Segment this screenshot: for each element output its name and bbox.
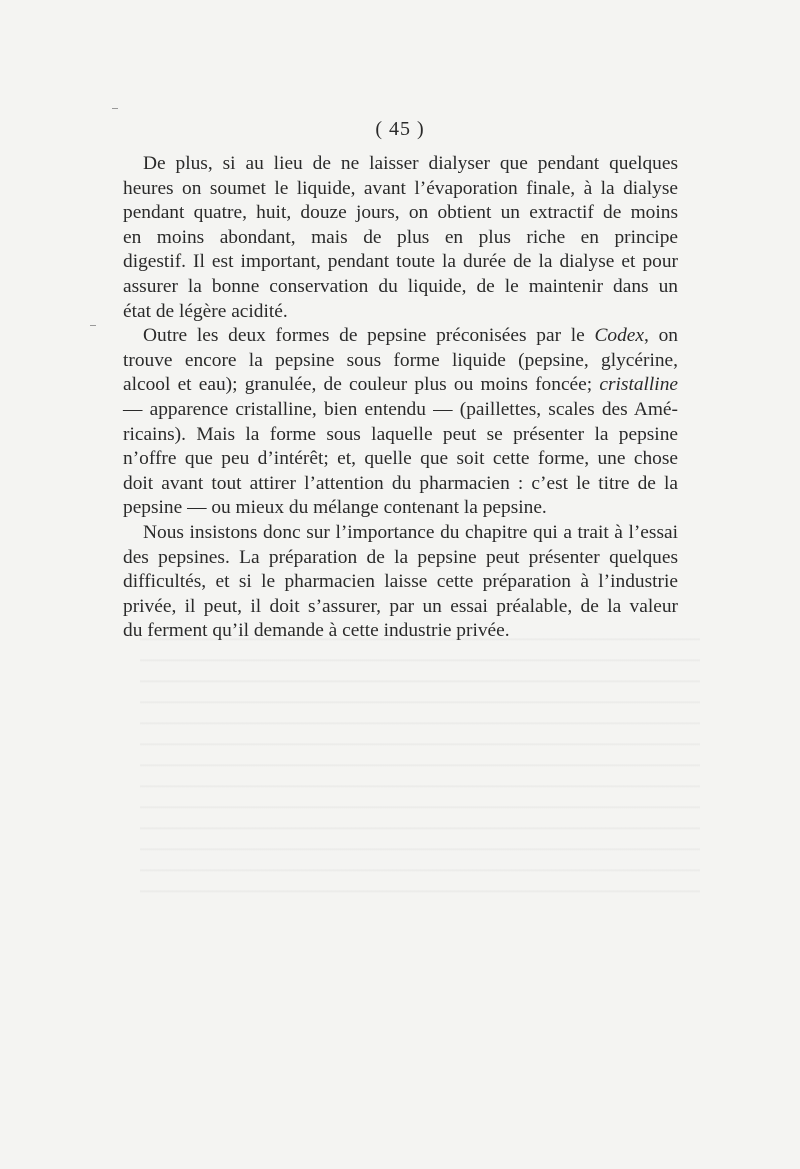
paragraph-1-line-5: digestif. Il est important, pendant toute la durée de la dialyse et pour <box>123 251 678 273</box>
paragraph-2-line-4: — apparence cristalline, bien entendu — (paillettes, scales des Amé- <box>123 398 678 420</box>
margin-mark-top-left <box>112 108 118 109</box>
paragraph-2-line-8: pepsine — ou mieux du mélange contenant la pepsine. <box>123 497 547 519</box>
paragraph-3-line-5: du ferment qu’il demande à cette industrie privée. <box>123 620 510 642</box>
paragraph-2-line-1 <box>123 324 678 349</box>
paragraph-3-line-3: difficultés, et si le pharmacien laisse cette préparation à l’industrie <box>123 571 678 593</box>
paragraph-1-line-4: en moins abondant, mais de plus en plus riche en principe <box>123 226 678 248</box>
paragraph-2-line-7: doit avant tout attirer l’attention du pharmacien : c’est le titre de la <box>123 472 678 494</box>
paragraph-2-line-2: trouve encore la pepsine sous forme liquide (pepsine, glycérine, <box>123 349 678 371</box>
codex-italic: Codex <box>594 325 645 347</box>
page-number: ( 45 ) <box>375 118 425 140</box>
paragraph-2-line-3-text: alcool et eau); granulée, de couleur plus ou moins foncée; <box>123 374 600 396</box>
paragraph-2-line-6: n’offre que peu d’intérêt; et, quelle que soit cette forme, une chose <box>123 448 678 470</box>
paragraph-3-line-2: des pepsines. La préparation de la pepsine peut présenter quelques <box>123 546 678 568</box>
paragraph-1-line-1: De plus, si au lieu de ne laisser dialyser que pendant quelques <box>143 153 678 174</box>
paragraph-2-line-3 <box>123 373 678 398</box>
body-text <box>123 152 678 644</box>
paragraph-1-line-6: assurer la bonne conservation du liquide, de le maintenir dans un <box>123 275 678 297</box>
paragraph-1-line-3: pendant quatre, huit, douze jours, on obtient un extractif de moins <box>123 202 678 224</box>
paragraph-2-line-1-end: , on <box>644 325 678 347</box>
margin-mark-left <box>90 325 96 326</box>
paragraph-2-line-5: ricains). Mais la forme sous laquelle peut se présenter la pepsine <box>123 423 678 445</box>
paragraph-3-line-4: privée, il peut, il doit s’assurer, par un essai préalable, de la valeur <box>123 595 678 617</box>
show-through-texture <box>140 620 700 900</box>
paragraph-2-line-1-text: Outre les deux formes de pepsine préconisées par le <box>143 325 595 347</box>
paragraph-1-line-7: état de légère acidité. <box>123 300 288 322</box>
cristalline-italic: cristalline <box>599 374 678 396</box>
paragraph-3-line-1: Nous insistons donc sur l’importance du chapitre qui a trait à l’essai <box>143 521 678 543</box>
paragraph-1-line-2: heures on soumet le liquide, avant l’évaporation finale, à la dialyse <box>123 177 678 199</box>
